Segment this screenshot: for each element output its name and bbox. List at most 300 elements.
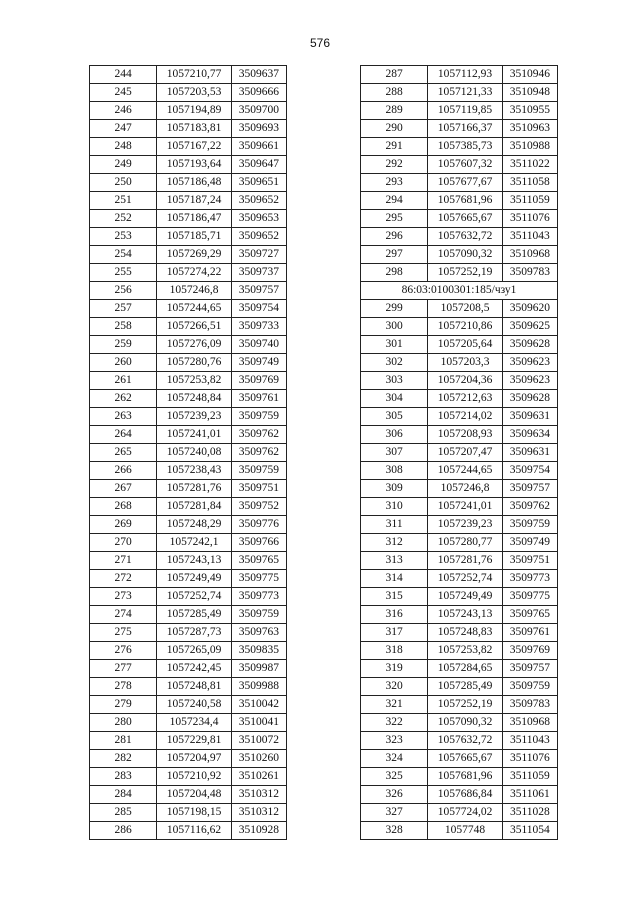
x-coordinate-cell: 1057183,81: [157, 120, 231, 138]
table-row: [361, 336, 558, 354]
table-row: [90, 606, 287, 624]
table-row: [361, 588, 558, 606]
point-number-cell: 300: [361, 318, 428, 336]
table-row: [90, 264, 287, 282]
y-coordinate-cell: 3509765: [502, 606, 557, 624]
x-coordinate-cell: 1057167,22: [157, 138, 231, 156]
point-number-cell: 257: [90, 300, 157, 318]
y-coordinate-cell: 3511059: [502, 768, 557, 786]
y-coordinate-cell: 3509727: [231, 246, 286, 264]
table-row: [361, 624, 558, 642]
y-coordinate-cell: 3509773: [502, 570, 557, 588]
point-number-cell: 315: [361, 588, 428, 606]
y-coordinate-cell: 3511076: [502, 210, 557, 228]
y-coordinate-cell: 3509733: [231, 318, 286, 336]
table-row: [361, 786, 558, 804]
y-coordinate-cell: 3509752: [231, 498, 286, 516]
table-row: [361, 66, 558, 84]
y-coordinate-cell: 3509666: [231, 84, 286, 102]
table-row: [90, 84, 287, 102]
y-coordinate-cell: 3511059: [502, 192, 557, 210]
point-number-cell: 269: [90, 516, 157, 534]
x-coordinate-cell: 1057240,08: [157, 444, 231, 462]
table-row: [90, 696, 287, 714]
point-number-cell: 319: [361, 660, 428, 678]
table-row: [361, 138, 558, 156]
point-number-cell: 289: [361, 102, 428, 120]
y-coordinate-cell: 3509651: [231, 174, 286, 192]
x-coordinate-cell: 1057203,3: [428, 354, 502, 372]
table-row: [361, 804, 558, 822]
x-coordinate-cell: 1057242,1: [157, 534, 231, 552]
table-row: [90, 570, 287, 588]
x-coordinate-cell: 1057281,84: [157, 498, 231, 516]
point-number-cell: 266: [90, 462, 157, 480]
point-number-cell: 284: [90, 786, 157, 804]
y-coordinate-cell: 3509754: [231, 300, 286, 318]
point-number-cell: 298: [361, 264, 428, 282]
y-coordinate-cell: 3510072: [231, 732, 286, 750]
y-coordinate-cell: 3510312: [231, 804, 286, 822]
x-coordinate-cell: 1057249,49: [428, 588, 502, 606]
y-coordinate-cell: 3510988: [502, 138, 557, 156]
table-row: [90, 246, 287, 264]
point-number-cell: 290: [361, 120, 428, 138]
table-row: [361, 228, 558, 246]
x-coordinate-cell: 1057119,85: [428, 102, 502, 120]
x-coordinate-cell: 1057246,8: [428, 480, 502, 498]
x-coordinate-cell: 1057269,29: [157, 246, 231, 264]
x-coordinate-cell: 1057186,47: [157, 210, 231, 228]
y-coordinate-cell: 3510946: [502, 66, 557, 84]
table-row: [361, 246, 558, 264]
table-row: [361, 750, 558, 768]
point-number-cell: 291: [361, 138, 428, 156]
y-coordinate-cell: 3509623: [502, 354, 557, 372]
y-coordinate-cell: 3511022: [502, 156, 557, 174]
point-number-cell: 259: [90, 336, 157, 354]
coordinates-table-left: [89, 65, 287, 840]
y-coordinate-cell: 3509751: [231, 480, 286, 498]
point-number-cell: 277: [90, 660, 157, 678]
x-coordinate-cell: 1057253,82: [428, 642, 502, 660]
x-coordinate-cell: 1057276,09: [157, 336, 231, 354]
x-coordinate-cell: 1057242,45: [157, 660, 231, 678]
point-number-cell: 263: [90, 408, 157, 426]
point-number-cell: 310: [361, 498, 428, 516]
table-row: [361, 696, 558, 714]
y-coordinate-cell: 3509693: [231, 120, 286, 138]
y-coordinate-cell: 3509765: [231, 552, 286, 570]
y-coordinate-cell: 3509769: [231, 372, 286, 390]
x-coordinate-cell: 1057607,32: [428, 156, 502, 174]
x-coordinate-cell: 1057686,84: [428, 786, 502, 804]
x-coordinate-cell: 1057185,71: [157, 228, 231, 246]
table-row: [90, 462, 287, 480]
point-number-cell: 305: [361, 408, 428, 426]
x-coordinate-cell: 1057724,02: [428, 804, 502, 822]
x-coordinate-cell: 1057248,81: [157, 678, 231, 696]
point-number-cell: 288: [361, 84, 428, 102]
x-coordinate-cell: 1057204,97: [157, 750, 231, 768]
x-coordinate-cell: 1057252,74: [428, 570, 502, 588]
point-number-cell: 261: [90, 372, 157, 390]
point-number-cell: 280: [90, 714, 157, 732]
table-row: [361, 660, 558, 678]
point-number-cell: 318: [361, 642, 428, 660]
x-coordinate-cell: 1057193,64: [157, 156, 231, 174]
x-coordinate-cell: 1057194,89: [157, 102, 231, 120]
point-number-cell: 296: [361, 228, 428, 246]
table-row: [361, 570, 558, 588]
x-coordinate-cell: 1057274,22: [157, 264, 231, 282]
x-coordinate-cell: 1057280,76: [157, 354, 231, 372]
point-number-cell: 273: [90, 588, 157, 606]
y-coordinate-cell: 3509634: [502, 426, 557, 444]
point-number-cell: 316: [361, 606, 428, 624]
y-coordinate-cell: 3511043: [502, 228, 557, 246]
table-row: [90, 804, 287, 822]
table-row: [90, 174, 287, 192]
x-coordinate-cell: 1057207,47: [428, 444, 502, 462]
y-coordinate-cell: 3509631: [502, 408, 557, 426]
x-coordinate-cell: 1057090,32: [428, 714, 502, 732]
table-row: [361, 408, 558, 426]
x-coordinate-cell: 1057253,82: [157, 372, 231, 390]
table-row: [90, 480, 287, 498]
point-number-cell: 255: [90, 264, 157, 282]
table-row: [361, 156, 558, 174]
x-coordinate-cell: 1057121,33: [428, 84, 502, 102]
point-number-cell: 309: [361, 480, 428, 498]
table-row: [90, 732, 287, 750]
point-number-cell: 327: [361, 804, 428, 822]
point-number-cell: 258: [90, 318, 157, 336]
x-coordinate-cell: 1057244,65: [428, 462, 502, 480]
table-row: [361, 390, 558, 408]
x-coordinate-cell: 1057265,09: [157, 642, 231, 660]
point-number-cell: 287: [361, 66, 428, 84]
y-coordinate-cell: 3509763: [231, 624, 286, 642]
point-number-cell: 282: [90, 750, 157, 768]
point-number-cell: 283: [90, 768, 157, 786]
x-coordinate-cell: 1057240,58: [157, 696, 231, 714]
table-row: [90, 678, 287, 696]
point-number-cell: 250: [90, 174, 157, 192]
point-number-cell: 295: [361, 210, 428, 228]
point-number-cell: 297: [361, 246, 428, 264]
x-coordinate-cell: 1057677,67: [428, 174, 502, 192]
point-number-cell: 246: [90, 102, 157, 120]
y-coordinate-cell: 3509775: [231, 570, 286, 588]
point-number-cell: 278: [90, 678, 157, 696]
y-coordinate-cell: 3509623: [502, 372, 557, 390]
table-row: [90, 768, 287, 786]
x-coordinate-cell: 1057280,77: [428, 534, 502, 552]
y-coordinate-cell: 3509759: [231, 408, 286, 426]
table-row: [361, 174, 558, 192]
point-number-cell: 279: [90, 696, 157, 714]
x-coordinate-cell: 1057208,5: [428, 300, 502, 318]
table-row: [90, 642, 287, 660]
point-number-cell: 286: [90, 822, 157, 840]
y-coordinate-cell: 3509749: [502, 534, 557, 552]
y-coordinate-cell: 3511058: [502, 174, 557, 192]
x-coordinate-cell: 1057284,65: [428, 660, 502, 678]
point-number-cell: 311: [361, 516, 428, 534]
table-row: [90, 354, 287, 372]
y-coordinate-cell: 3509740: [231, 336, 286, 354]
point-number-cell: 268: [90, 498, 157, 516]
y-coordinate-cell: 3511028: [502, 804, 557, 822]
y-coordinate-cell: 3510968: [502, 714, 557, 732]
x-coordinate-cell: 1057285,49: [157, 606, 231, 624]
x-coordinate-cell: 1057248,83: [428, 624, 502, 642]
table-row: [90, 336, 287, 354]
table-row: [90, 552, 287, 570]
table-row: [90, 66, 287, 84]
point-number-cell: 314: [361, 570, 428, 588]
point-number-cell: 256: [90, 282, 157, 300]
table-row: [90, 408, 287, 426]
table-row: [361, 768, 558, 786]
point-number-cell: 276: [90, 642, 157, 660]
y-coordinate-cell: 3509737: [231, 264, 286, 282]
y-coordinate-cell: 3509762: [231, 426, 286, 444]
x-coordinate-cell: 1057208,93: [428, 426, 502, 444]
x-coordinate-cell: 1057214,02: [428, 408, 502, 426]
x-coordinate-cell: 1057252,19: [428, 264, 502, 282]
x-coordinate-cell: 1057246,8: [157, 282, 231, 300]
y-coordinate-cell: 3510928: [231, 822, 286, 840]
table-row: [90, 318, 287, 336]
y-coordinate-cell: 3511054: [502, 822, 557, 840]
y-coordinate-cell: 3509783: [502, 264, 557, 282]
table-row: [90, 444, 287, 462]
point-number-cell: 328: [361, 822, 428, 840]
table-row: [361, 732, 558, 750]
table-row: [90, 660, 287, 678]
x-coordinate-cell: 1057204,36: [428, 372, 502, 390]
point-number-cell: 299: [361, 300, 428, 318]
x-coordinate-cell: 1057248,84: [157, 390, 231, 408]
table-row: [361, 372, 558, 390]
table-row: [361, 462, 558, 480]
y-coordinate-cell: 3509761: [231, 390, 286, 408]
table-row: [361, 516, 558, 534]
point-number-cell: 313: [361, 552, 428, 570]
x-coordinate-cell: 1057205,64: [428, 336, 502, 354]
y-coordinate-cell: 3509775: [502, 588, 557, 606]
y-coordinate-cell: 3510042: [231, 696, 286, 714]
x-coordinate-cell: 1057186,48: [157, 174, 231, 192]
x-coordinate-cell: 1057203,53: [157, 84, 231, 102]
table-row: [90, 372, 287, 390]
table-row: [90, 534, 287, 552]
y-coordinate-cell: 3509769: [502, 642, 557, 660]
table-row: [361, 426, 558, 444]
table-row: [361, 606, 558, 624]
point-number-cell: 294: [361, 192, 428, 210]
table-row: [361, 498, 558, 516]
y-coordinate-cell: 3510041: [231, 714, 286, 732]
point-number-cell: 324: [361, 750, 428, 768]
table-row: [90, 120, 287, 138]
point-number-cell: 292: [361, 156, 428, 174]
y-coordinate-cell: 3509987: [231, 660, 286, 678]
table-row: [361, 84, 558, 102]
table-row: [90, 282, 287, 300]
point-number-cell: 317: [361, 624, 428, 642]
table-row: [361, 354, 558, 372]
table-row: [90, 102, 287, 120]
y-coordinate-cell: 3509773: [231, 588, 286, 606]
x-coordinate-cell: 1057243,13: [157, 552, 231, 570]
point-number-cell: 271: [90, 552, 157, 570]
table-row: [90, 210, 287, 228]
x-coordinate-cell: 1057198,15: [157, 804, 231, 822]
table-row: [361, 264, 558, 282]
y-coordinate-cell: 3509776: [231, 516, 286, 534]
x-coordinate-cell: 1057210,77: [157, 66, 231, 84]
table-row: [361, 210, 558, 228]
y-coordinate-cell: 3509759: [502, 678, 557, 696]
point-number-cell: 281: [90, 732, 157, 750]
page-number: 576: [309, 36, 331, 50]
x-coordinate-cell: 1057116,62: [157, 822, 231, 840]
x-coordinate-cell: 1057244,65: [157, 300, 231, 318]
table-row: [90, 390, 287, 408]
x-coordinate-cell: 1057266,51: [157, 318, 231, 336]
x-coordinate-cell: 1057248,29: [157, 516, 231, 534]
x-coordinate-cell: 1057239,23: [157, 408, 231, 426]
point-number-cell: 285: [90, 804, 157, 822]
y-coordinate-cell: 3509652: [231, 192, 286, 210]
y-coordinate-cell: 3510955: [502, 102, 557, 120]
y-coordinate-cell: 3511061: [502, 786, 557, 804]
x-coordinate-cell: 1057210,92: [157, 768, 231, 786]
y-coordinate-cell: 3509988: [231, 678, 286, 696]
point-number-cell: 249: [90, 156, 157, 174]
x-coordinate-cell: 1057239,23: [428, 516, 502, 534]
x-coordinate-cell: 1057665,67: [428, 750, 502, 768]
x-coordinate-cell: 1057287,73: [157, 624, 231, 642]
table-row: [90, 426, 287, 444]
table-row: [361, 714, 558, 732]
point-number-cell: 322: [361, 714, 428, 732]
table-row: [361, 822, 558, 840]
x-coordinate-cell: 1057238,43: [157, 462, 231, 480]
point-number-cell: 320: [361, 678, 428, 696]
y-coordinate-cell: 3509759: [231, 462, 286, 480]
y-coordinate-cell: 3509631: [502, 444, 557, 462]
y-coordinate-cell: 3509757: [502, 480, 557, 498]
point-number-cell: 321: [361, 696, 428, 714]
x-coordinate-cell: 1057665,67: [428, 210, 502, 228]
y-coordinate-cell: 3510968: [502, 246, 557, 264]
table-row: [90, 588, 287, 606]
x-coordinate-cell: 1057285,49: [428, 678, 502, 696]
y-coordinate-cell: 3509759: [502, 516, 557, 534]
coordinates-table-right: [360, 65, 558, 840]
x-coordinate-cell: 1057681,96: [428, 768, 502, 786]
point-number-cell: 306: [361, 426, 428, 444]
x-coordinate-cell: 1057229,81: [157, 732, 231, 750]
x-coordinate-cell: 1057204,48: [157, 786, 231, 804]
point-number-cell: 264: [90, 426, 157, 444]
table-row: [90, 624, 287, 642]
table-row: [361, 480, 558, 498]
y-coordinate-cell: 3509749: [231, 354, 286, 372]
table-row: [90, 786, 287, 804]
point-number-cell: 302: [361, 354, 428, 372]
table-row: [361, 552, 558, 570]
point-number-cell: 325: [361, 768, 428, 786]
y-coordinate-cell: 3509628: [502, 336, 557, 354]
y-coordinate-cell: 3509661: [231, 138, 286, 156]
y-coordinate-cell: 3511043: [502, 732, 557, 750]
y-coordinate-cell: 3509757: [502, 660, 557, 678]
y-coordinate-cell: 3509637: [231, 66, 286, 84]
x-coordinate-cell: 1057281,76: [157, 480, 231, 498]
point-number-cell: 253: [90, 228, 157, 246]
table-row: [90, 228, 287, 246]
section-title: 86:03:0100301:185/чзу1: [361, 282, 558, 300]
point-number-cell: 260: [90, 354, 157, 372]
y-coordinate-cell: 3511076: [502, 750, 557, 768]
x-coordinate-cell: 1057632,72: [428, 732, 502, 750]
table-row: [361, 678, 558, 696]
x-coordinate-cell: 1057210,86: [428, 318, 502, 336]
point-number-cell: 244: [90, 66, 157, 84]
x-coordinate-cell: 1057241,01: [157, 426, 231, 444]
y-coordinate-cell: 3510948: [502, 84, 557, 102]
x-coordinate-cell: 1057241,01: [428, 498, 502, 516]
point-number-cell: 247: [90, 120, 157, 138]
point-number-cell: 251: [90, 192, 157, 210]
point-number-cell: 262: [90, 390, 157, 408]
x-coordinate-cell: 1057090,32: [428, 246, 502, 264]
table-row: [361, 300, 558, 318]
point-number-cell: 254: [90, 246, 157, 264]
y-coordinate-cell: 3509652: [231, 228, 286, 246]
y-coordinate-cell: 3509762: [502, 498, 557, 516]
table-row: [90, 750, 287, 768]
x-coordinate-cell: 1057112,93: [428, 66, 502, 84]
y-coordinate-cell: 3509757: [231, 282, 286, 300]
point-number-cell: 304: [361, 390, 428, 408]
table-row: [361, 120, 558, 138]
point-number-cell: 308: [361, 462, 428, 480]
point-number-cell: 307: [361, 444, 428, 462]
y-coordinate-cell: 3509766: [231, 534, 286, 552]
table-row: [90, 714, 287, 732]
point-number-cell: 326: [361, 786, 428, 804]
table-row: [361, 318, 558, 336]
y-coordinate-cell: 3510312: [231, 786, 286, 804]
point-number-cell: 245: [90, 84, 157, 102]
x-coordinate-cell: 1057252,19: [428, 696, 502, 714]
section-header-row: [361, 282, 558, 300]
y-coordinate-cell: 3509628: [502, 390, 557, 408]
y-coordinate-cell: 3510963: [502, 120, 557, 138]
x-coordinate-cell: 1057281,76: [428, 552, 502, 570]
y-coordinate-cell: 3509620: [502, 300, 557, 318]
table-row: [361, 642, 558, 660]
y-coordinate-cell: 3509754: [502, 462, 557, 480]
x-coordinate-cell: 1057681,96: [428, 192, 502, 210]
point-number-cell: 312: [361, 534, 428, 552]
